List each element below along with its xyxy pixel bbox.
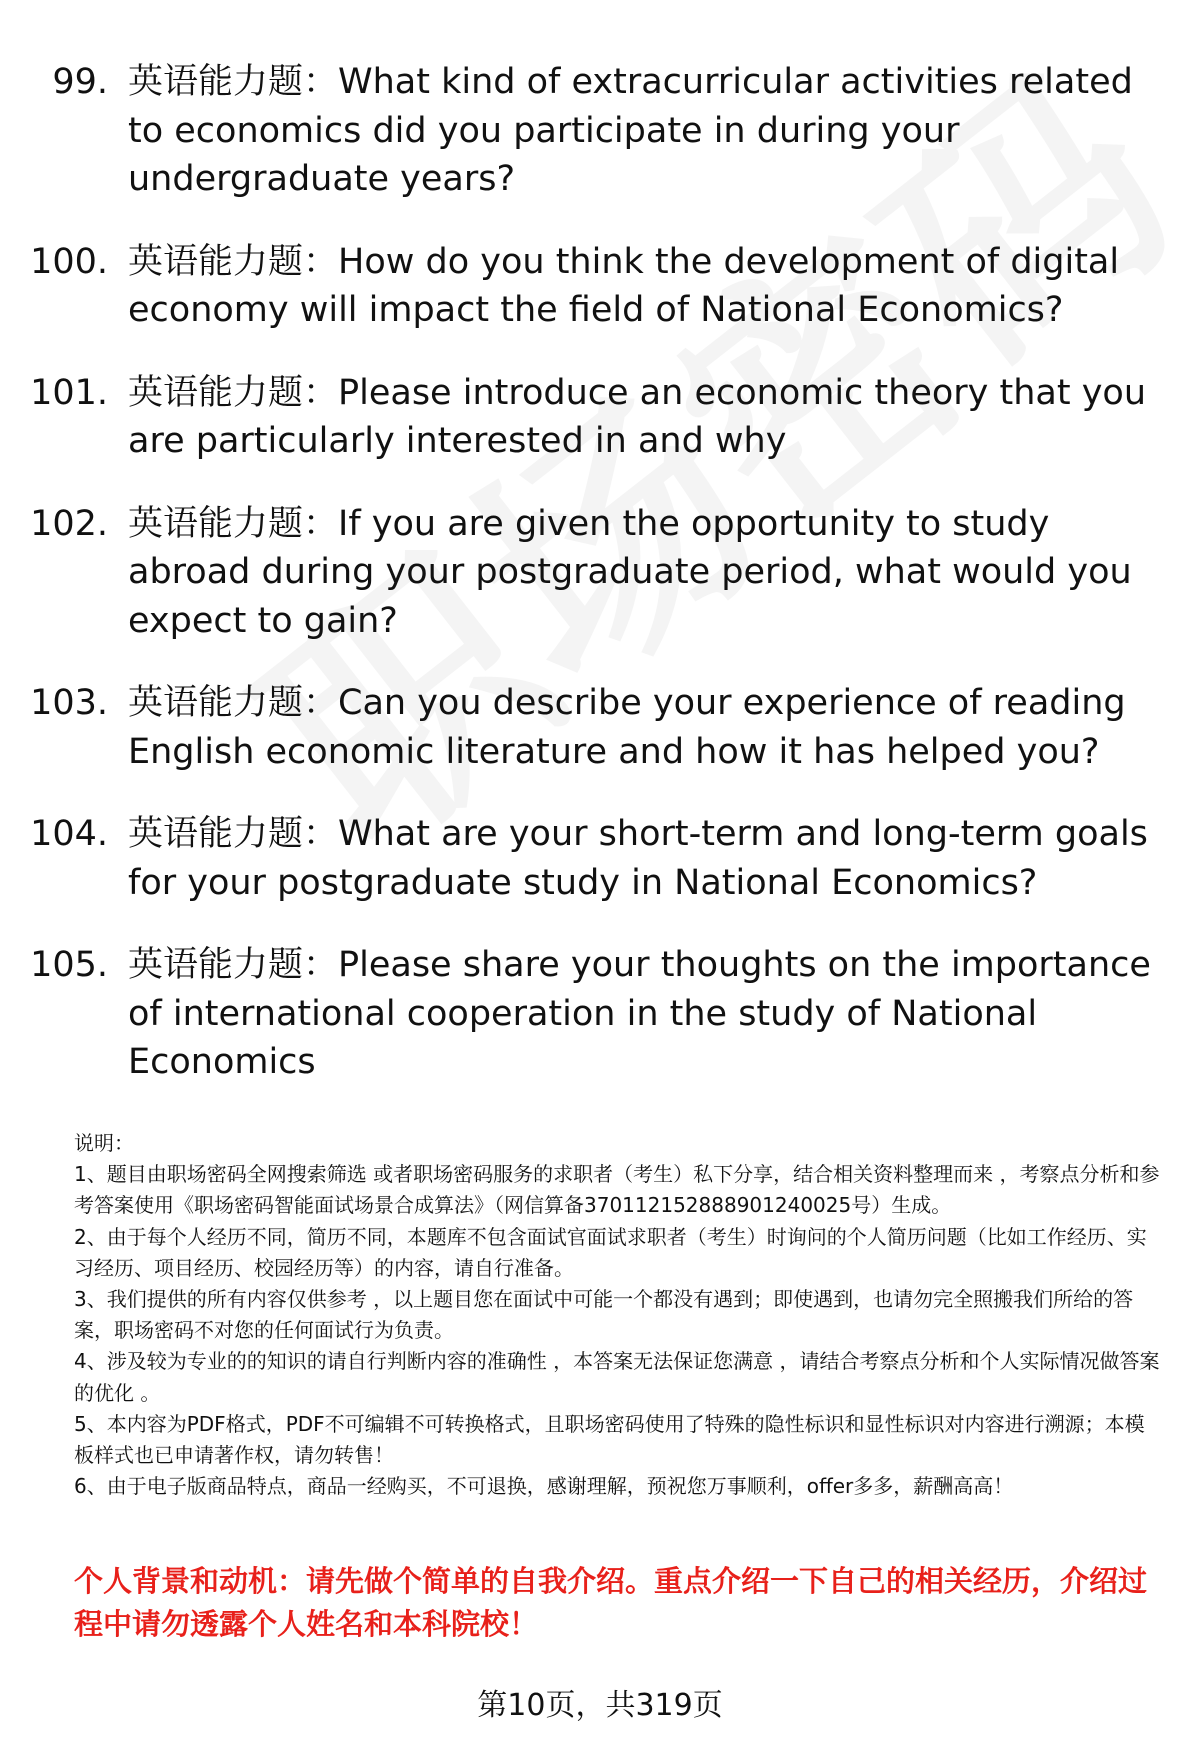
notes-title: 说明： [74,1131,134,1155]
question-text: Please share your thoughts on the importance of international cooperation in the study of National Economics [128,945,1151,1082]
question-number: 100. [30,241,108,282]
question-tag: 英语能力题： [128,814,339,854]
question-text: What kind of extracurricular activities related to economics did you participate in during your undergraduate years? [128,62,1133,199]
page-number: 第10页，共319页 [477,1688,723,1723]
note-item: 5、本内容为PDF格式，PDF不可编辑不可转换格式，且职场密码使用了特殊的隐性标识和显性标识对内容进行溯源；本模板样式也已申请著作权，请勿转售！ [74,1411,1145,1468]
note-item: 2、由于每个人经历不同，简历不同，本题库不包含面试官面试求职者（考生）时询问的个人简历问题（比如工作经历、实习经历、项目经历、校园经历等）的内容，请自行准备。 [74,1224,1147,1280]
question-number: 101. [30,372,108,413]
question-tag: 英语能力题： [128,62,339,102]
note-item: 3、我们提供的所有内容仅供参考 ，以上题目您在面试中可能一个都没有遇到；即使遇到，也请勿完全照搬我们所给的答案，职场密码不对您的任何面试行为负责。 [74,1287,1134,1343]
question-item [0,238,1200,335]
question-number: 102. [30,503,108,544]
question-number: 105. [30,945,108,985]
question-text: How do you think the development of digital economy will impact the field of National Economics? [128,241,1120,330]
question-number: 99. [52,62,108,102]
question-item [0,58,1200,204]
question-item [0,369,1200,466]
question-number: 103. [30,683,108,723]
self-intro-prompt: 个人背景和动机：请先做个简单的自我介绍。重点介绍一下自己的相关经历，介绍过程中请勿透露个人姓名和本科院校！ [74,1564,1148,1641]
question-text: If you are given the opportunity to study abroad during your postgraduate period, what would you expect to gain? [128,503,1132,641]
question-number: 104. [30,814,108,854]
question-tag: 英语能力题： [128,945,339,985]
notes-section [74,1128,1164,1502]
question-item [0,679,1200,776]
question-text: What are your short-term and long-term goals for your postgraduate study in National Economics? [128,814,1148,903]
note-item: 4、涉及较为专业的的知识的请自行判断内容的准确性 ，本答案无法保证您满意 ，请结合考察点分析和个人实际情况做答案的优化 。 [74,1349,1160,1405]
question-tag: 英语能力题： [128,372,339,413]
note-item: 1、题目由职场密码全网搜索筛选 或者职场密码服务的求职者（考生）私下分享，结合相关资料整理而来 ，考察点分析和参考答案使用《职场密码智能面试场景合成算法》（网信算备370112152888901240025号）生成。 [74,1162,1160,1218]
question-text: Please introduce an economic theory that you are particularly interested in and why [128,372,1147,461]
question-list [0,58,1200,1121]
question-item [0,500,1200,646]
question-tag: 英语能力题： [128,241,339,282]
question-tag: 英语能力题： [128,683,339,723]
note-item: 6、由于电子版商品特点，商品一经购买，不可退换，感谢理解，预祝您万事顺利，offer多多，薪酬高高！ [74,1474,1014,1499]
question-text: Can you describe your experience of reading English economic literature and how it has helped you? [128,683,1126,772]
question-tag: 英语能力题： [128,503,339,544]
question-item [0,810,1200,907]
question-item [0,941,1200,1087]
